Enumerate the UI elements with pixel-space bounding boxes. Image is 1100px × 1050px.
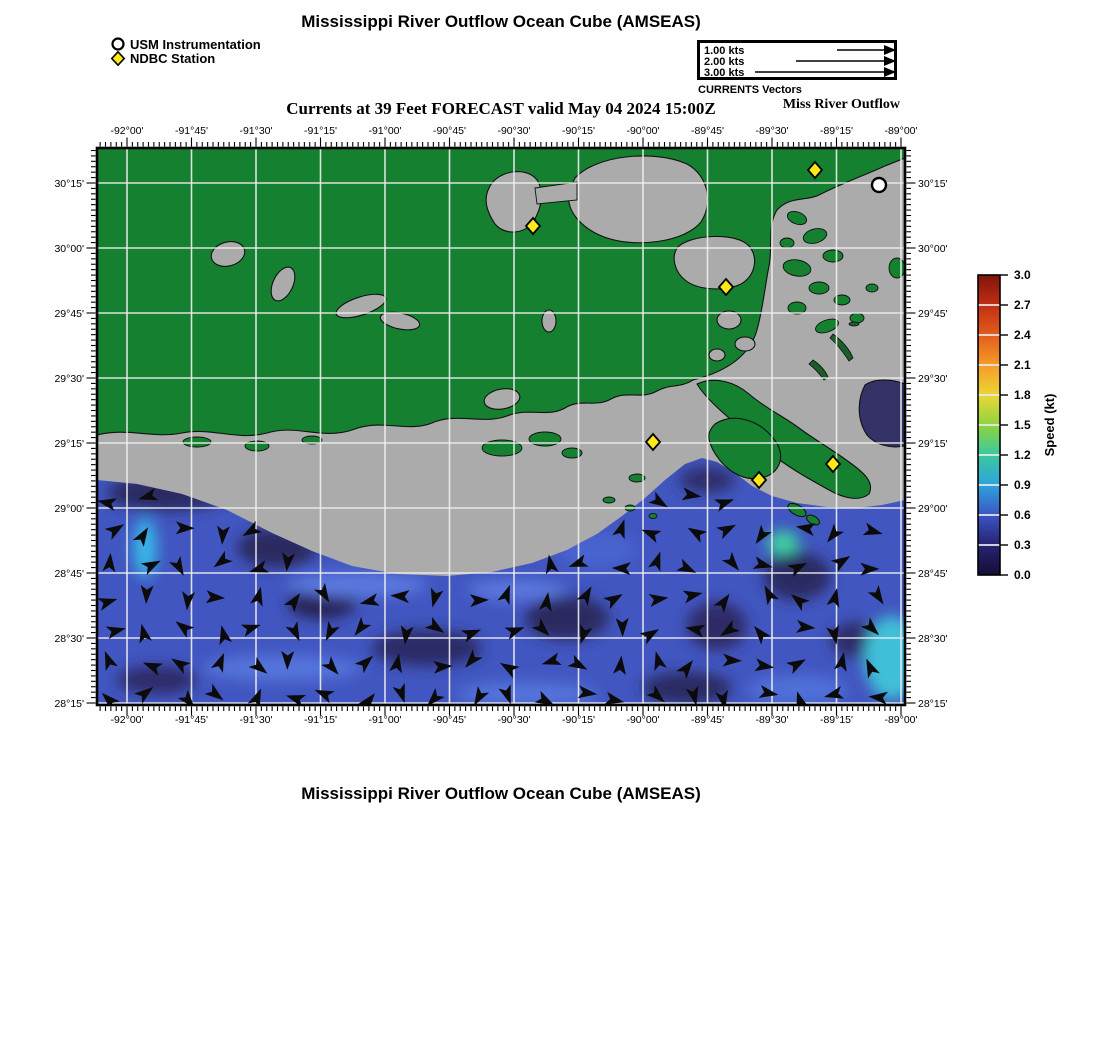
svg-text:29°30': 29°30' (54, 372, 84, 385)
svg-text:-90°30': -90°30' (497, 714, 531, 726)
svg-text:-92°00': -92°00' (110, 714, 144, 726)
vector-legend-caption: CURRENTS Vectors (698, 84, 802, 96)
vector-scale-arrows (700, 43, 894, 77)
svg-text:-90°30': -90°30' (497, 125, 531, 137)
svg-text:-89°45': -89°45' (690, 125, 725, 137)
svg-text:30°15': 30°15' (918, 177, 948, 190)
svg-text:-90°45': -90°45' (432, 125, 467, 137)
svg-text:-89°15': -89°15' (819, 125, 854, 137)
svg-text:0.6: 0.6 (1014, 508, 1031, 522)
svg-text:2.7: 2.7 (1014, 298, 1031, 312)
svg-text:-91°15': -91°15' (303, 714, 338, 726)
svg-text:-89°00': -89°00' (884, 714, 918, 726)
svg-text:-89°00': -89°00' (884, 125, 918, 137)
svg-text:-91°15': -91°15' (303, 125, 338, 137)
svg-text:29°30': 29°30' (918, 372, 948, 385)
svg-text:3.0: 3.0 (1014, 268, 1031, 282)
svg-text:28°30': 28°30' (54, 632, 84, 645)
usm-circle-icon (110, 37, 126, 51)
svg-text:1.5: 1.5 (1014, 418, 1031, 432)
svg-text:29°15': 29°15' (918, 437, 948, 450)
bottom-title: Mississippi River Outflow Ocean Cube (AMSEAS) (301, 784, 701, 803)
usm-legend-label: USM Instrumentation (130, 36, 261, 52)
svg-text:1.2: 1.2 (1014, 448, 1031, 462)
svg-text:29°15': 29°15' (54, 437, 84, 450)
svg-text:28°15': 28°15' (918, 697, 948, 710)
colorbar-title: Speed (kt) (1042, 393, 1057, 457)
page-title: Mississippi River Outflow Ocean Cube (AMSEAS) (301, 12, 701, 31)
svg-text:29°45': 29°45' (918, 307, 948, 320)
svg-text:2.4: 2.4 (1014, 328, 1031, 342)
svg-text:2.1: 2.1 (1014, 358, 1031, 372)
colorbar-labels (1014, 268, 1031, 582)
usm-station-marker (872, 178, 886, 192)
vector-scale-label: 1.00 kts (704, 45, 745, 57)
svg-text:29°45': 29°45' (54, 307, 84, 320)
svg-text:-89°45': -89°45' (690, 714, 725, 726)
svg-text:-89°15': -89°15' (819, 714, 854, 726)
ndbc-diamond-icon (110, 51, 126, 66)
svg-text:-92°00': -92°00' (110, 125, 144, 137)
svg-text:-91°45': -91°45' (174, 125, 209, 137)
svg-text:0.3: 0.3 (1014, 538, 1031, 552)
region-label: Miss River Outflow (782, 97, 900, 112)
vector-scale-label: 2.00 kts (704, 56, 745, 68)
ndbc-legend-label: NDBC Station (130, 50, 216, 66)
svg-text:28°45': 28°45' (918, 567, 948, 580)
svg-text:29°00': 29°00' (54, 502, 84, 515)
map-layers (96, 148, 920, 713)
svg-text:29°00': 29°00' (918, 502, 948, 515)
svg-text:-91°00': -91°00' (368, 714, 402, 726)
svg-text:-91°30': -91°30' (239, 125, 273, 137)
svg-text:-90°15': -90°15' (561, 125, 596, 137)
colorbar (968, 266, 1078, 596)
svg-text:-90°15': -90°15' (561, 714, 596, 726)
svg-text:28°30': 28°30' (918, 632, 948, 645)
svg-text:28°45': 28°45' (54, 567, 84, 580)
svg-text:-90°45': -90°45' (432, 714, 467, 726)
svg-text:-89°30': -89°30' (755, 125, 789, 137)
map-canvas (54, 125, 948, 726)
svg-text:1.8: 1.8 (1014, 388, 1031, 402)
svg-text:-91°30': -91°30' (239, 714, 273, 726)
svg-text:-89°30': -89°30' (755, 714, 789, 726)
vector-scale-label: 3.00 kts (704, 67, 745, 77)
svg-text:0.9: 0.9 (1014, 478, 1031, 492)
legend-row-usm (110, 37, 261, 51)
legend-row-ndbc (110, 51, 261, 65)
svg-text:-90°00': -90°00' (626, 125, 660, 137)
marker-legend (110, 37, 261, 65)
vector-scale-legend (697, 40, 897, 80)
svg-text:-91°45': -91°45' (174, 714, 209, 726)
svg-text:30°15': 30°15' (54, 177, 84, 190)
forecast-subtitle: Currents at 39 Feet FORECAST valid May 04 2024 15:00Z (286, 99, 716, 118)
svg-text:28°15': 28°15' (54, 697, 84, 710)
svg-text:30°00': 30°00' (54, 242, 84, 255)
svg-text:-91°00': -91°00' (368, 125, 402, 137)
svg-text:30°00': 30°00' (918, 242, 948, 255)
svg-text:0.0: 0.0 (1014, 568, 1031, 582)
svg-text:-90°00': -90°00' (626, 714, 660, 726)
